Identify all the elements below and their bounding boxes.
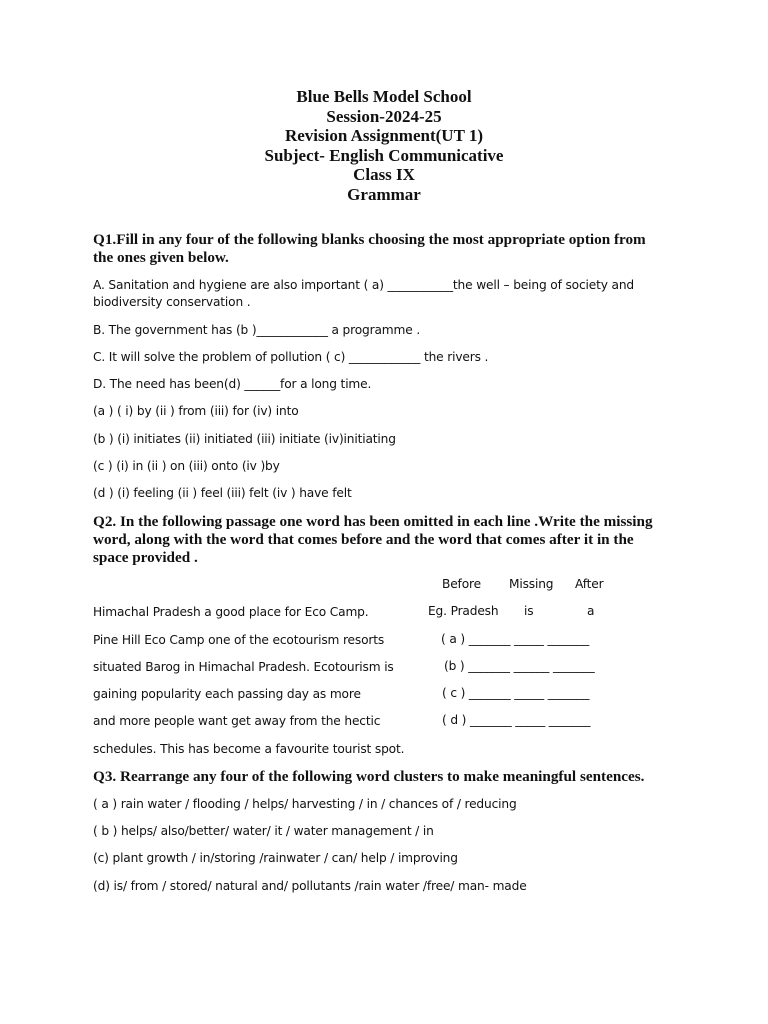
column-header-after: After	[575, 577, 604, 591]
assignment-title: Revision Assignment(UT 1)	[284, 126, 484, 146]
q1-item-b: B. The government has (b )____________ a programme .	[93, 323, 421, 337]
answer-blank-b: (b ) _______ ______ _______	[444, 659, 595, 673]
q1-item-a-line2: biodiversity conservation .	[93, 295, 251, 309]
example-before: Eg. Pradesh	[428, 604, 499, 618]
answer-blank-c: ( c ) _______ _____ _______	[442, 686, 590, 700]
q2-heading-line1: Q2. In the following passage one word has been omitted in each line .Write the missing	[93, 513, 653, 530]
q3-item-a: ( a ) rain water / flooding / helps/ harvesting / in / chances of / reducing	[93, 797, 517, 811]
passage-line-4: gaining popularity each passing day as more	[93, 687, 361, 701]
q1-option-a: (a ) ( i) by (ii ) from (iii) for (iv) into	[93, 404, 299, 418]
passage-line-5: and more people want get away from the hectic	[93, 714, 381, 728]
section-label: Grammar	[347, 184, 421, 204]
q1-option-d: (d ) (i) feeling (ii ) feel (iii) felt (iv ) have felt	[93, 486, 352, 500]
q1-item-a-line1: A. Sanitation and hygiene are also important ( a) ___________the well – being of society and	[93, 278, 634, 292]
school-name: Blue Bells Model School	[296, 87, 472, 106]
passage-line-1: Himachal Pradesh a good place for Eco Camp.	[93, 605, 369, 619]
answer-blank-d: ( d ) _______ _____ _______	[442, 713, 591, 727]
q2-heading-line3: space provided .	[93, 549, 198, 566]
q1-heading-line2: the ones given below.	[93, 249, 229, 266]
example-missing: is	[524, 604, 534, 618]
q1-heading-line1: Q1.Fill in any four of the following blanks choosing the most appropriate option from	[93, 231, 646, 248]
document-header	[0, 87, 768, 205]
session-label: Session-2024-25	[326, 106, 442, 126]
q1-item-c: C. It will solve the problem of pollution ( c) ____________ the rivers .	[93, 350, 489, 364]
passage-line-6: schedules. This has become a favourite tourist spot.	[93, 742, 405, 756]
answer-blank-a: ( a ) _______ _____ _______	[441, 632, 590, 646]
column-header-before: Before	[442, 577, 481, 591]
q3-item-c: (c) plant growth / in/storing /rainwater / can/ help / improving	[93, 851, 458, 865]
q3-item-b: ( b ) helps/ also/better/ water/ it / water management / in	[93, 824, 434, 838]
q3-item-d: (d) is/ from / stored/ natural and/ pollutants /rain water /free/ man- made	[93, 879, 527, 893]
subject-label: Subject- English Communicative	[264, 145, 504, 165]
q1-option-c: (c ) (i) in (ii ) on (iii) onto (iv )by	[93, 459, 280, 473]
passage-line-3: situated Barog in Himachal Pradesh. Ecotourism is	[93, 660, 394, 674]
passage-line-2: Pine Hill Eco Camp one of the ecotourism resorts	[93, 633, 385, 647]
q1-option-b: (b ) (i) initiates (ii) initiated (iii) initiate (iv)initiating	[93, 432, 396, 446]
class-label: Class IX	[353, 165, 415, 185]
q2-heading-line2: word, along with the word that comes before and the word that comes after it in the	[93, 531, 634, 548]
example-after: a	[587, 604, 595, 618]
q3-heading: Q3. Rearrange any four of the following word clusters to make meaningful sentences.	[93, 768, 645, 785]
column-header-missing: Missing	[509, 577, 554, 591]
q1-item-d: D. The need has been(d) ______for a long time.	[93, 377, 372, 391]
